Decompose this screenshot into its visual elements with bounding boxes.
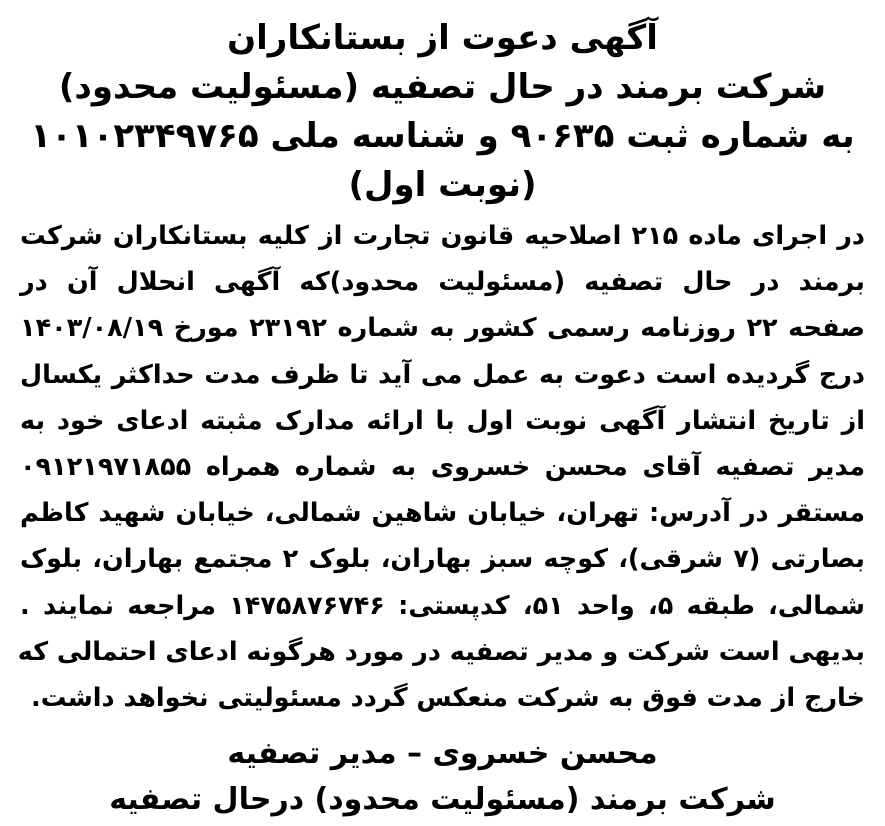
company-name-line: شرکت برمند در حال تصفیه (مسئولیت محدود) [58, 67, 827, 107]
body-line: از تاریخ انتشار آگهی نوبت اول با ارائه مدارک مثبته ادعای خود به [20, 405, 865, 436]
body-line: خارج از مدت فوق به شرکت منعکس گردد مسئولیتی نخواهد داشت. [31, 683, 865, 714]
body-line: مدیر تصفیه آقای محسن خسروی به شماره همراه ۰۹۱۲۱۹۷۱۸۵۵ [20, 452, 865, 483]
body-line: برمند در حال تصفیه (مسئولیت محدود)که آگهی انحلال آن در [20, 267, 865, 298]
body-line: درج گردیده است دعوت به عمل می آید تا ظرف مدت حداکثر یکسال [20, 359, 865, 390]
body-line: شمالی، طبقه ۵، واحد ۵۱، کدپستی: ۱۴۷۵۸۷۶۷۴۶ مراجعه نمایند . [20, 590, 865, 621]
body-line: بصارتی (۷ شرقی)، کوچه سبز بهاران، بلوک ۲ مجتمع بهاران، بلوک [20, 544, 865, 575]
company-signature: شرکت برمند (مسئولیت محدود) درحال تصفیه [109, 782, 776, 818]
notice-heading [20, 14, 865, 209]
notice-body [17, 213, 865, 721]
notice-signature [20, 731, 865, 823]
body-line: صفحه ۲۲ روزنامه رسمی کشور به شماره ۲۳۱۹۲ مورخ ۱۴۰۳/۰۸/۱۹ [20, 313, 865, 344]
body-line: مستقر در آدرس: تهران، خیابان شاهین شمالی، خیابان شهید کاظم [20, 498, 865, 529]
registration-number-line: به شماره ثبت ۹۰۶۳۵ و شناسه ملی ۱۰۱۰۲۳۴۹۷۶۵ [30, 116, 855, 156]
body-line: در اجرای ماده ۲۱۵ اصلاحیه قانون تجارت از کلیه بستانکاران شرکت [20, 221, 865, 251]
body-line: بدیهی است شرکت و مدیر تصفیه در مورد هرگونه ادعای احتمالی که [17, 636, 865, 667]
publication-round-line: (نوبت اول) [348, 165, 537, 205]
liquidator-signature: محسن خسروی – مدیر تصفیه [227, 736, 658, 772]
notice-title: آگهی دعوت از بستانکاران [227, 18, 658, 58]
